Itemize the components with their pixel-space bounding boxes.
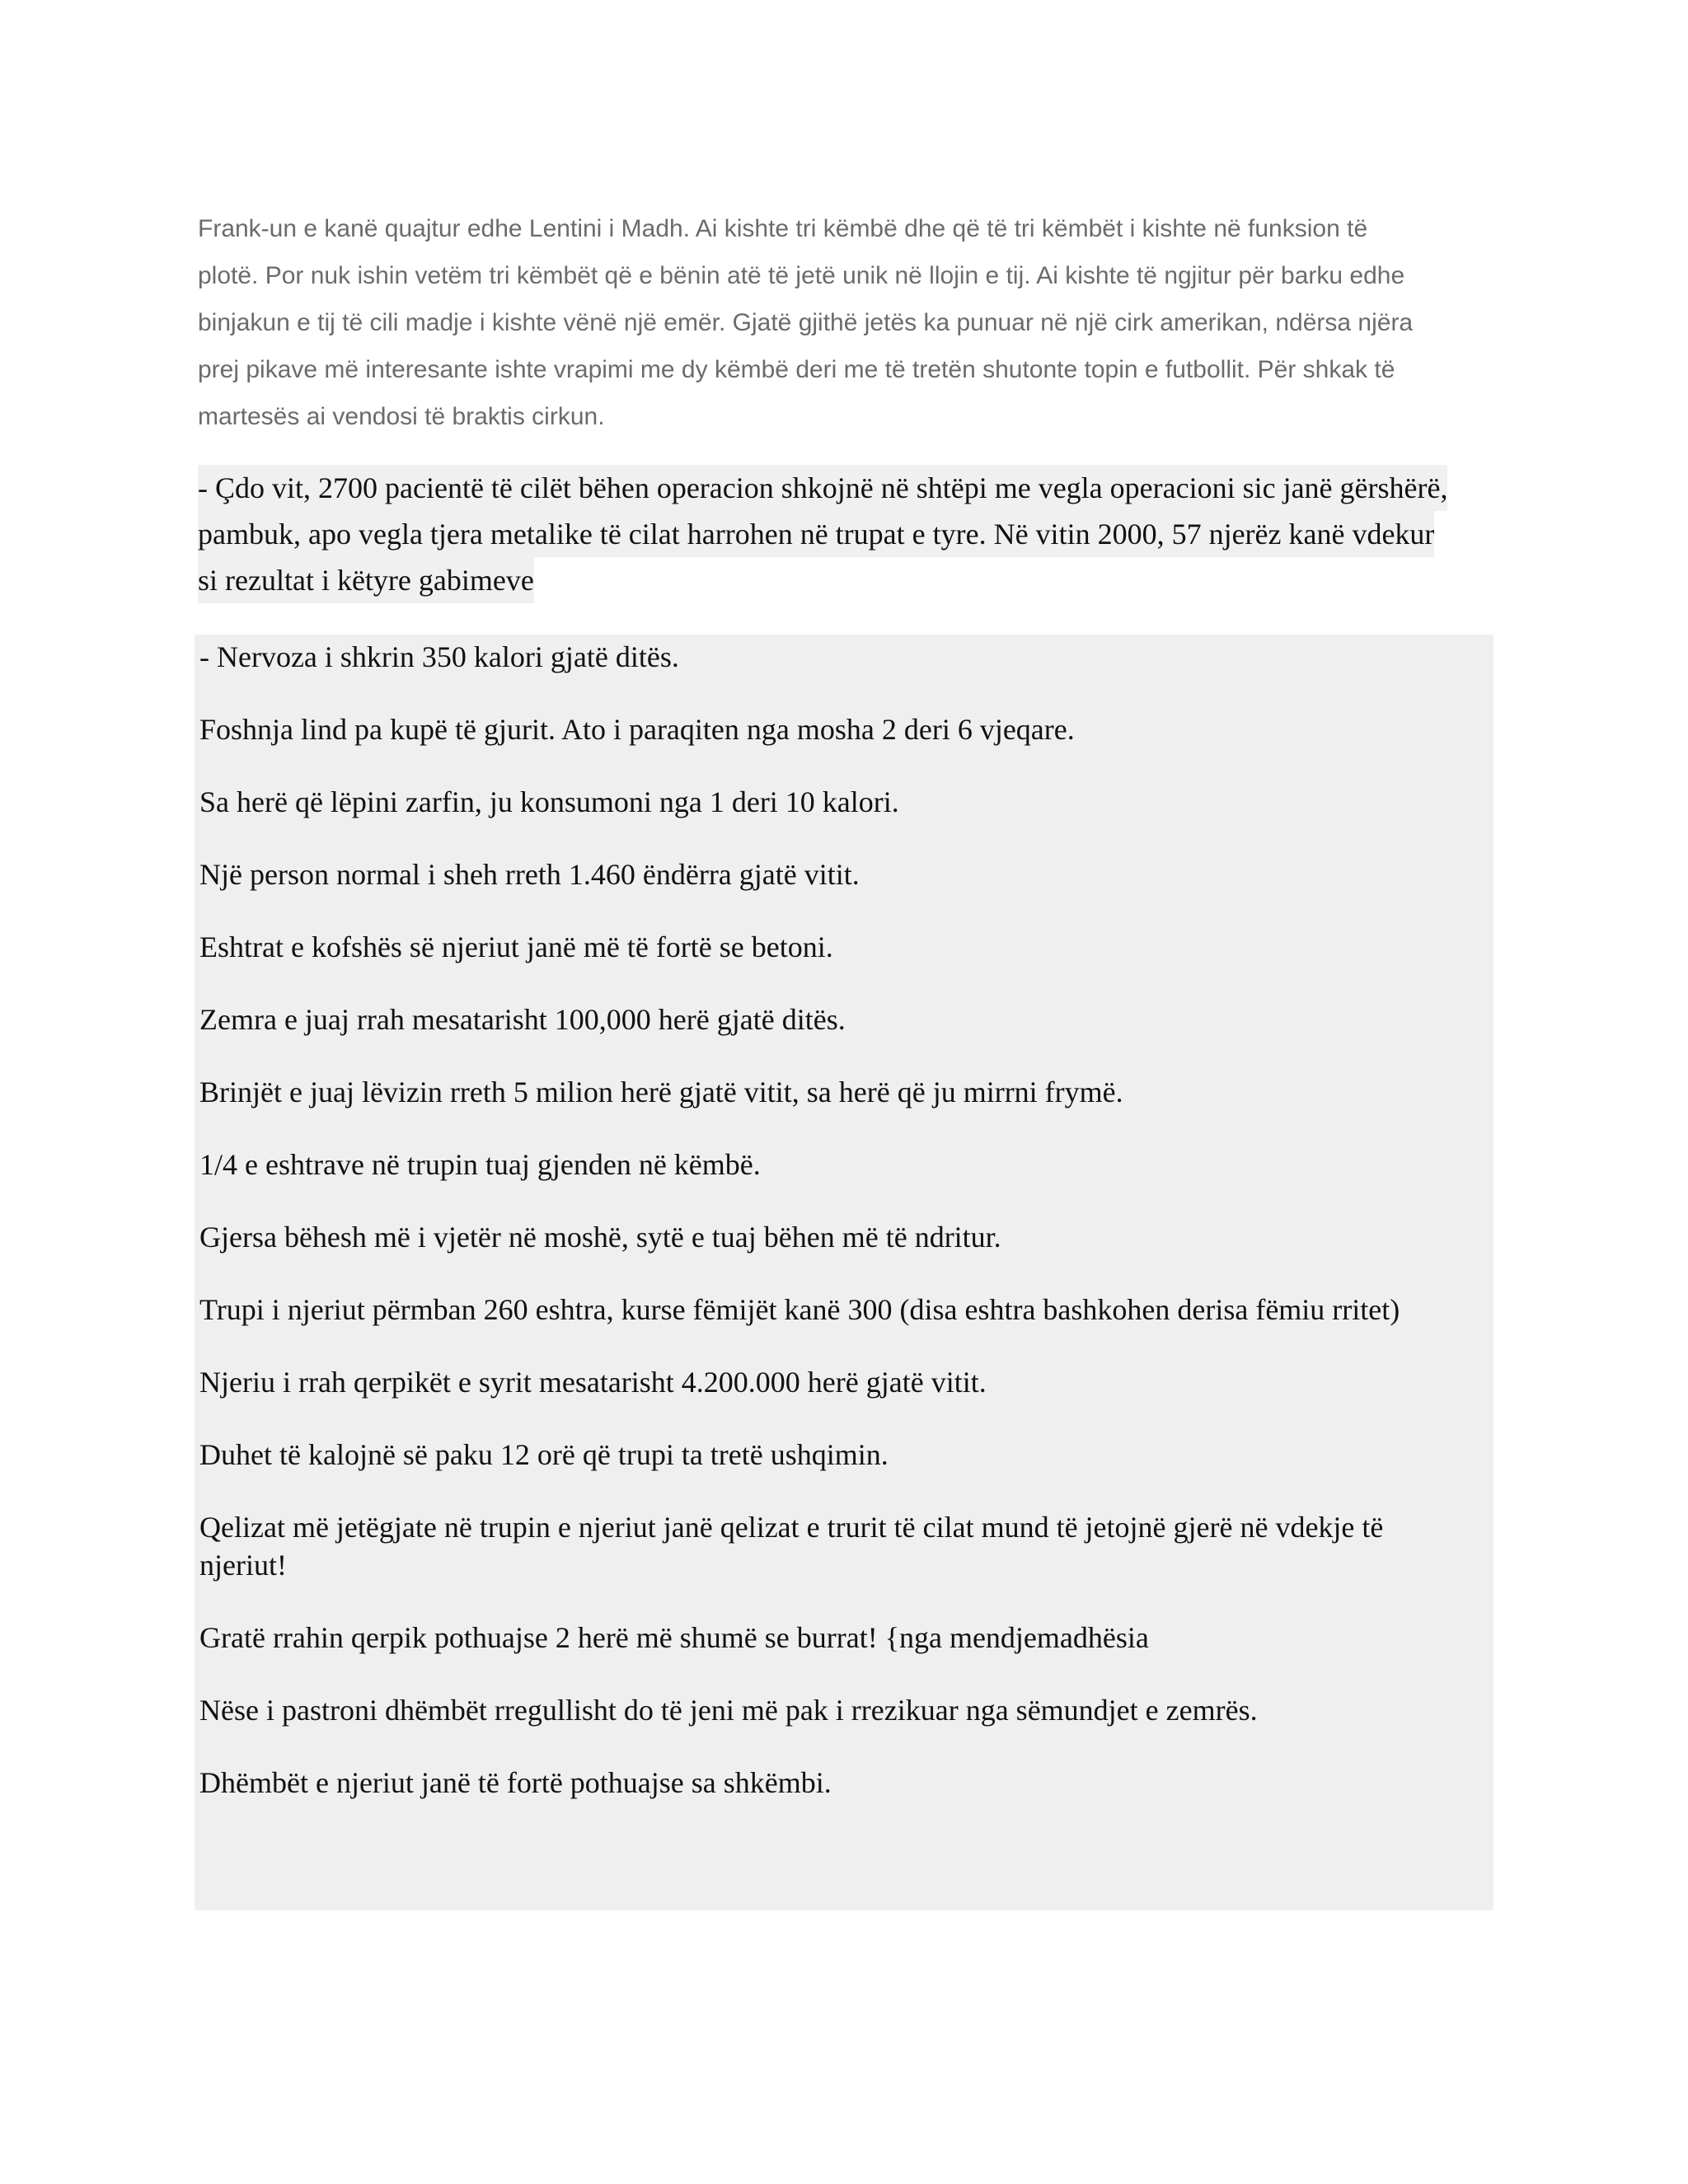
intro-paragraph <box>198 205 1533 440</box>
fact-item: Nëse i pastroni dhëmbët rregullisht do të jeni më pak i rrezikuar nga sëmundjet e zemrës. <box>199 1694 1258 1727</box>
fact-item: Njeriu i rrah qerpikët e syrit mesatarisht 4.200.000 herë gjatë vitit. <box>199 1366 987 1399</box>
highlight-line: - Çdo vit, 2700 pacientë të cilët bëhen operacion shkojnë në shtëpi me vegla operacioni sic janë gërshërë, <box>198 465 1447 511</box>
intro-line: prej pikave më interesante ishte vrapimi me dy këmbë deri me të tretën shutonte topin e futbollit. Për shkak të <box>198 356 1395 383</box>
intro-line: binjakun e tij të cili madje i kishte vënë një emër. Gjatë gjithë jetës ka punuar në një cirk amerikan, ndërsa njëra <box>198 309 1414 336</box>
fact-item: Duhet të kalojnë së paku 12 orë që trupi ta tretë ushqimin. <box>199 1438 889 1471</box>
facts-panel <box>195 635 1493 1910</box>
intro-line: Frank-un e kanë quajtur edhe Lentini i Madh. Ai kishte tri këmbë dhe që të tri këmbët i kishte në funksion të <box>198 215 1368 242</box>
highlight-line: si rezultat i këtyre gabimeve <box>198 557 534 603</box>
fact-item: Qelizat më jetëgjate në trupin e njeriut janë qelizat e trurit të cilat mund të jetojnë gjerë në vdekje të njeriut! <box>199 1511 1384 1582</box>
fact-item: Gjersa bëhesh më i vjetër në moshë, sytë e tuaj bëhen më të ndritur. <box>199 1221 1001 1254</box>
fact-item: Eshtrat e kofshës së njeriut janë më të fortë se betoni. <box>199 930 833 963</box>
fact-item: - Nervoza i shkrin 350 kalori gjatë ditës. <box>199 640 679 673</box>
fact-item: Trupi i njeriut përmban 260 eshtra, kurse fëmijët kanë 300 (disa eshtra bashkohen derisa fëmiu rritet) <box>199 1293 1400 1326</box>
fact-item: Një person normal i sheh rreth 1.460 ëndërra gjatë vitit. <box>199 858 860 891</box>
fact-item: Sa herë që lëpini zarfin, ju konsumoni nga 1 deri 10 kalori. <box>199 785 899 818</box>
highlight-line: pambuk, apo vegla tjera metalike të cilat harrohen në trupat e tyre. Në vitin 2000, 57 njerëz kanë vdekur <box>198 511 1434 557</box>
fact-item: Brinjët e juaj lëvizin rreth 5 milion herë gjatë vitit, sa herë që ju mirrni frymë. <box>199 1076 1123 1108</box>
intro-line: martesës ai vendosi të braktis cirkun. <box>198 403 605 430</box>
highlight-paragraph <box>198 465 1484 603</box>
fact-item: Foshnja lind pa kupë të gjurit. Ato i paraqiten nga mosha 2 deri 6 vjeqare. <box>199 713 1075 746</box>
fact-item: 1/4 e eshtrave në trupin tuaj gjenden në këmbë. <box>199 1148 761 1181</box>
fact-item: Gratë rrahin qerpik pothuajse 2 herë më shumë se burrat! {nga mendjemadhësia <box>199 1621 1149 1654</box>
fact-item: Dhëmbët e njeriut janë të fortë pothuajse sa shkëmbi. <box>199 1766 832 1799</box>
fact-item: Zemra e juaj rrah mesatarisht 100,000 herë gjatë ditës. <box>199 1003 846 1036</box>
intro-line: plotë. Por nuk ishin vetëm tri këmbët që e bënin atë të jetë unik në llojin e tij. Ai kishte të ngjitur për barku edhe <box>198 262 1405 289</box>
